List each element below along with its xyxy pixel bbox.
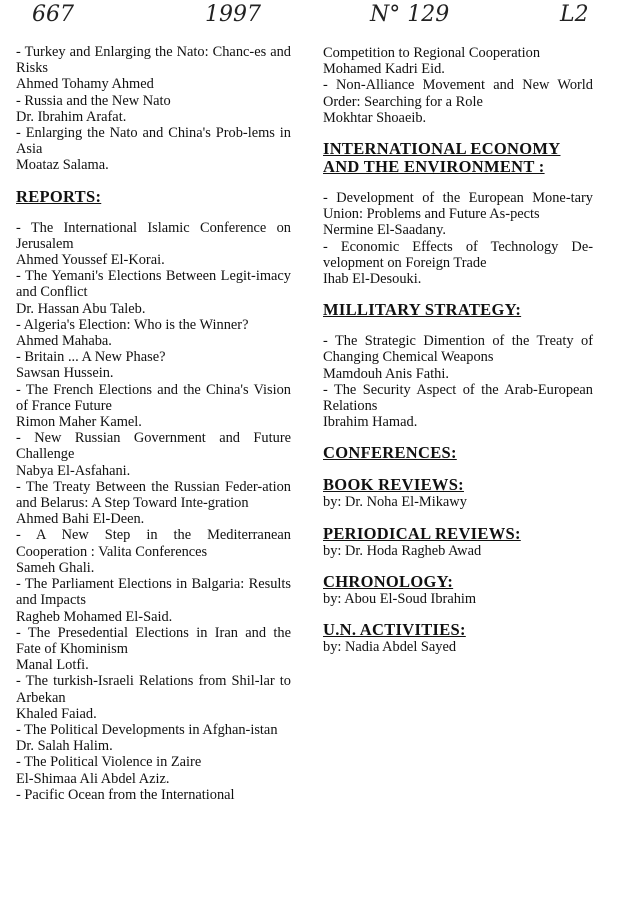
- list-item: [16, 220, 291, 269]
- list-item: [16, 349, 291, 381]
- list-item: [16, 317, 291, 349]
- entry-title: - Non-Alliance Movement and New World Order: Searching for a Role: [323, 77, 593, 110]
- handwritten-page-number: 667: [32, 2, 74, 27]
- entry-title: - The Political Developments in Afghan-istan: [16, 721, 278, 738]
- list-item: [16, 754, 291, 786]
- periodical-reviews-heading: PERIODICAL REVIEWS:: [323, 523, 521, 543]
- chronology-heading: CHRONOLOGY:: [323, 571, 454, 591]
- un-activities-heading: U.N. ACTIVITIES:: [323, 620, 466, 640]
- entry-author: Ahmed Bahi El-Deen.: [16, 511, 145, 528]
- entry-author: Dr. Salah Halim.: [16, 738, 113, 755]
- handwritten-issue-number: N° 129: [370, 2, 450, 27]
- handwritten-code: L2: [560, 2, 589, 27]
- right-column: [323, 45, 593, 655]
- list-item: [16, 527, 291, 576]
- list-item: [16, 673, 291, 722]
- entry-author: Mohamed Kadri Eid.: [323, 61, 445, 78]
- entry-title: - The French Elections and the China's Vision of France Future: [16, 381, 291, 414]
- entry-author: Ahmed Mahaba.: [16, 333, 112, 350]
- list-item: [16, 382, 291, 431]
- list-item: [16, 576, 291, 625]
- book-reviews-author: by: Dr. Noha El-Mikawy: [323, 494, 467, 511]
- entry-author: Rimon Maher Kamel.: [16, 414, 142, 431]
- entry-title: - The Presedential Elections in Iran and the Fate of Khominism: [16, 624, 291, 657]
- un-activities-author: by: Nadia Abdel Sayed: [323, 639, 457, 656]
- list-item: [16, 479, 291, 528]
- entry-author: Ragheb Mohamed El-Said.: [16, 608, 173, 625]
- list-item: [323, 190, 593, 239]
- entry-author: Sameh Ghali.: [16, 559, 95, 576]
- periodical-reviews-author: by: Dr. Hoda Ragheb Awad: [323, 542, 482, 559]
- list-item: [16, 722, 291, 754]
- conferences-heading: CONFERENCES:: [323, 443, 457, 463]
- list-item: [16, 44, 291, 93]
- list-item: [16, 430, 291, 479]
- handwritten-year: 1997: [205, 2, 261, 27]
- list-item: [323, 77, 593, 126]
- left-intro-entries: [16, 44, 291, 174]
- entry-author: Sawsan Hussein.: [16, 365, 114, 382]
- list-item: [16, 787, 291, 803]
- entry-title: - New Russian Government and Future Challenge: [16, 430, 291, 463]
- list-item: [16, 625, 291, 674]
- entry-title: - The Parliament Elections in Balgaria: Results and Impacts: [16, 576, 291, 609]
- entry-title: - The Political Violence in Zaire: [16, 754, 202, 771]
- right-intro-entries: [323, 45, 593, 126]
- entry-author: Ibrahim Hamad.: [323, 414, 418, 431]
- entry-author: Manal Lotfi.: [16, 657, 89, 674]
- entry-author: Nabya El-Asfahani.: [16, 462, 131, 479]
- entry-author: El-Shimaa Ali Abdel Aziz.: [16, 770, 170, 787]
- economy-list: [323, 190, 593, 287]
- entry-title: - Pacific Ocean from the International: [16, 786, 235, 803]
- entry-title: - The turkish-Israeli Relations from Shil-lar to Arbekan: [16, 673, 291, 706]
- list-item: [323, 382, 593, 431]
- entry-author: Dr. Hassan Abu Taleb.: [16, 300, 146, 317]
- reports-heading: REPORTS:: [16, 186, 102, 206]
- entry-title: - The Security Aspect of the Arab-European Relations: [323, 381, 593, 415]
- entry-title: - Development of the European Mone-tary Union: Problems and Future As-pects: [323, 190, 593, 223]
- entry-author: Moataz Salama.: [16, 157, 109, 174]
- entry-author: Khaled Faiad.: [16, 705, 97, 722]
- entry-title: - Economic Effects of Technology De-velopment on Foreign Trade: [323, 238, 593, 271]
- left-column: [16, 44, 291, 803]
- list-item: [16, 125, 291, 174]
- reports-list: [16, 220, 291, 803]
- list-item: [323, 333, 593, 382]
- entry-title: Competition to Regional Cooperation: [323, 45, 541, 61]
- book-reviews-heading: BOOK REVIEWS:: [323, 475, 464, 495]
- military-heading: MILLITARY STRATEGY:: [323, 300, 522, 320]
- entry-title: - The Treaty Between the Russian Feder-ation and Belarus: A Step Toward Inte-gration: [16, 478, 291, 512]
- entry-title: - The Strategic Dimention of the Treaty of Changing Chemical Weapons: [323, 333, 593, 366]
- entry-author: Mokhtar Shoaeib.: [323, 109, 427, 126]
- entry-author: Ahmed Tohamy Ahmed: [16, 76, 154, 93]
- entry-title: - Enlarging the Nato and China's Prob-lems in Asia: [16, 125, 291, 158]
- entry-title: - The International Islamic Conference on Jerusalem: [16, 219, 291, 252]
- entry-author: Nermine El-Saadany.: [323, 222, 446, 239]
- list-item: [323, 45, 593, 77]
- entry-title: - The Yemani's Elections Between Legit-imacy and Conflict: [16, 268, 291, 301]
- entry-author: Ihab El-Desouki.: [323, 271, 422, 288]
- entry-author: Ahmed Youssef El-Korai.: [16, 252, 165, 269]
- entry-author: Mamdouh Anis Fathi.: [323, 365, 449, 382]
- military-list: [323, 333, 593, 430]
- economy-heading: INTERNATIONAL ECONOMY AND THE ENVIRONMENT :: [323, 139, 561, 177]
- list-item: [16, 93, 291, 125]
- entry-title: - Britain ... A New Phase?: [16, 349, 166, 366]
- entry-title: - Russia and the New Nato: [16, 92, 171, 109]
- entry-title: - Algeria's Election: Who is the Winner?: [16, 316, 249, 333]
- list-item: [323, 239, 593, 288]
- list-item: [16, 268, 291, 317]
- entry-title: - A New Step in the Mediterranean Cooperation : Valita Conferences: [16, 527, 291, 560]
- entry-author: Dr. Ibrahim Arafat.: [16, 108, 127, 125]
- chronology-author: by: Abou El-Soud Ibrahim: [323, 590, 477, 607]
- entry-title: - Turkey and Enlarging the Nato: Chanc-es and Risks: [16, 44, 291, 77]
